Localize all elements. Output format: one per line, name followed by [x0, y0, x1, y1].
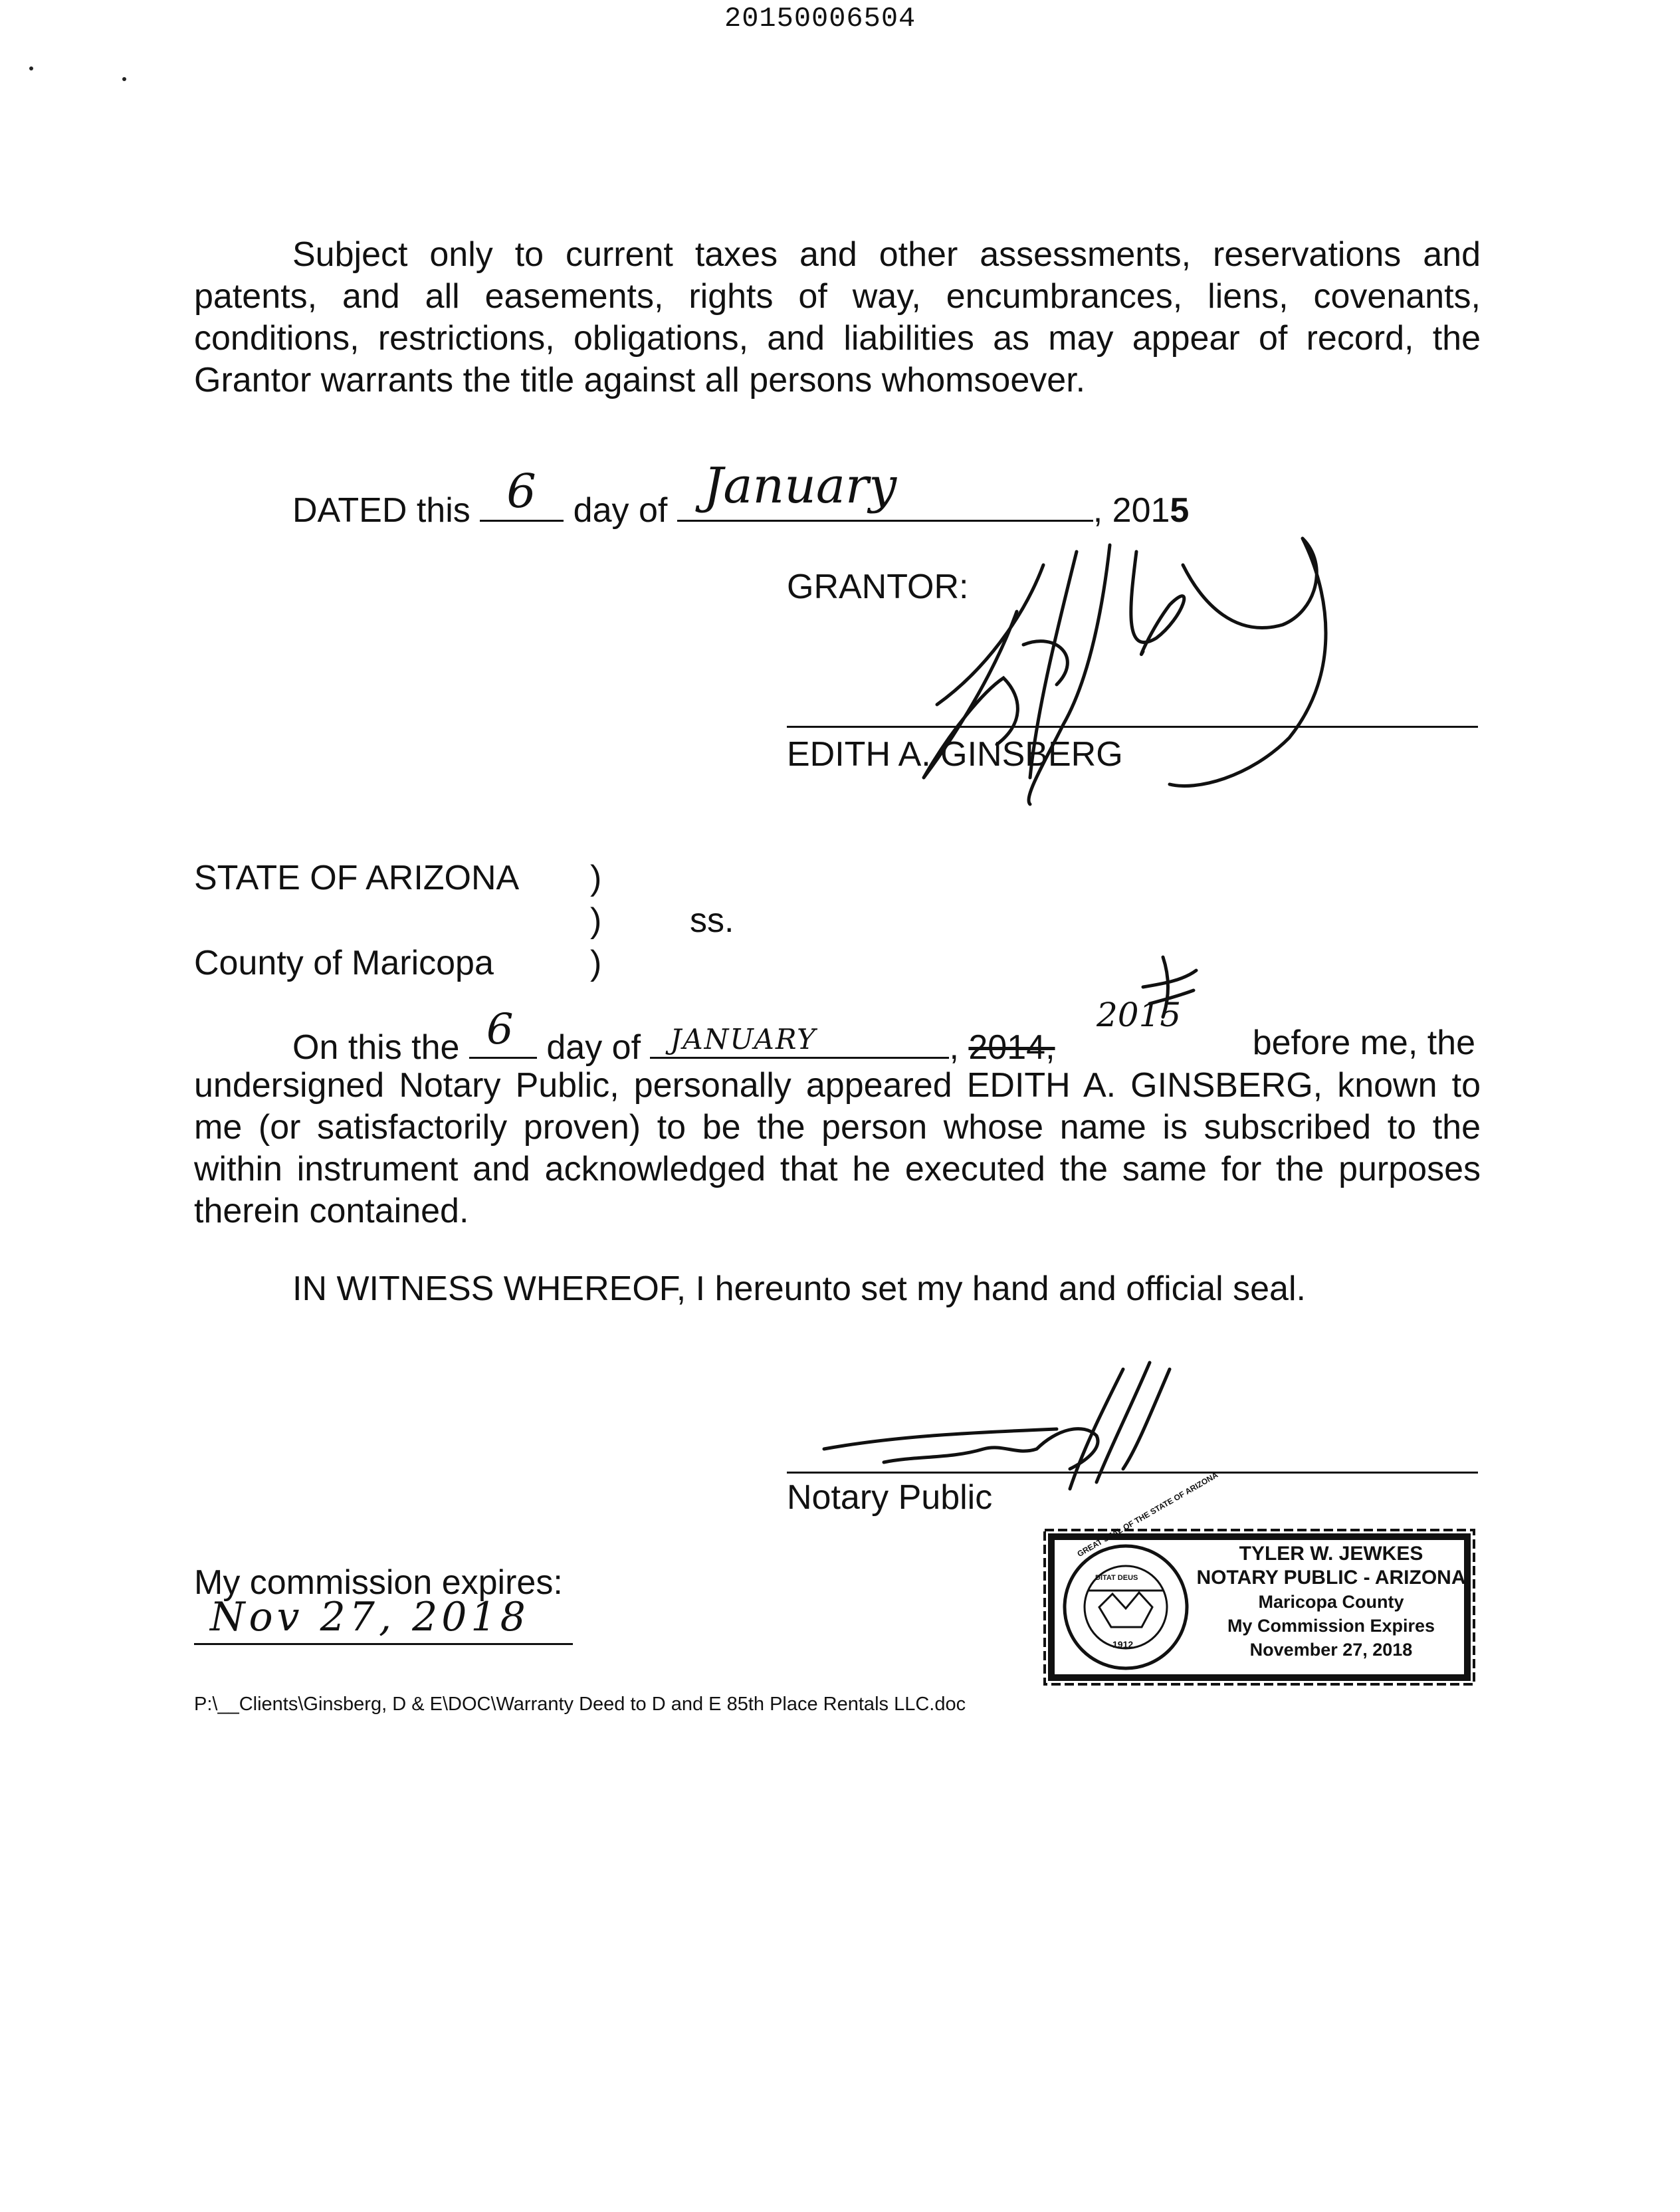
commission-line — [194, 1643, 573, 1645]
venue-ss: ss. — [690, 901, 734, 940]
seal-text-block — [1195, 1542, 1467, 1662]
dated-month-handwritten: January — [703, 457, 897, 514]
scan-speck — [122, 77, 126, 81]
conveyance-paragraph: Subject only to current taxes and other assessments, reservations and patents, and all easements, rights of way, encumbrances, liens, covenants, conditions, restrictions, obligations, and liabilities as may appear of record, the Grantor warrants the title against all persons whomsoever. — [194, 235, 1481, 399]
venue-paren: ) — [590, 901, 602, 940]
struck-year: 2014, — [968, 1028, 1055, 1067]
seal-name: TYLER W. JEWKES — [1239, 1543, 1423, 1565]
seal-title: NOTARY PUBLIC - ARIZONA — [1196, 1567, 1466, 1589]
commission-date-handwritten: Nov 27, 2018 — [210, 1594, 530, 1640]
initials-mark — [1130, 950, 1203, 1024]
notary-seal-stamp — [1042, 1470, 1477, 1687]
dated-day-blank — [480, 464, 564, 522]
ack-year-handwritten: 2015 — [1097, 996, 1182, 1034]
ack-month-blank — [650, 1022, 949, 1059]
ack-day-blank — [469, 1005, 537, 1059]
dated-month-blank — [677, 457, 1093, 522]
ack-before-me: before me, the — [1252, 1024, 1475, 1062]
acknowledgment-body: undersigned Notary Public, personally appeared EDITH A. GINSBERG, known to me (or satisfactorily proven) to be the person whose name is subscribed to the within instrument and acknowledged that he executed the same for the purposes therein contained. — [194, 1066, 1481, 1230]
seal-ditat-deus: DITAT DEUS — [1095, 1574, 1138, 1582]
seal-county: Maricopa County — [1258, 1592, 1404, 1612]
witness-clause: IN WITNESS WHEREOF, I hereunto set my hand and official seal. — [292, 1270, 1306, 1308]
ack-month-handwritten: JANUARY — [670, 1023, 817, 1055]
acknowledgment-line-1: On this the 6 day of JANUARY , 2014, before me, the — [292, 1005, 1475, 1067]
grantor-name: EDITH A. GINSBERG — [787, 735, 1123, 774]
ack-day-handwritten: 6 — [486, 1005, 514, 1054]
dated-day-handwritten: 6 — [506, 464, 536, 518]
dated-middle: day of — [573, 491, 668, 530]
grantor-signature-line — [787, 726, 1478, 728]
venue-paren: ) — [590, 944, 602, 982]
notary-signature — [817, 1349, 1190, 1495]
file-path-footer: P:\__Clients\Ginsberg, D & E\DOC\Warranty Deed to D and E 85th Place Rentals LLC.doc — [194, 1694, 966, 1715]
seal-year: 1912 — [1112, 1639, 1134, 1650]
seal-expires-label: My Commission Expires — [1227, 1616, 1435, 1636]
ack-day-of: day of — [546, 1028, 641, 1067]
on-this: On this the — [292, 1028, 460, 1067]
dated-prefix: DATED this — [292, 491, 471, 530]
document-number: 20150006504 — [724, 3, 916, 35]
venue-paren: ) — [590, 859, 602, 897]
dated-year-digit: 5 — [1170, 491, 1190, 530]
notary-signature-line — [787, 1472, 1478, 1474]
grantor-label: GRANTOR: — [787, 568, 969, 606]
notary-label: Notary Public — [787, 1478, 993, 1517]
venue-county: County of Maricopa — [194, 944, 494, 982]
dated-year-prefix: , 201 — [1093, 491, 1170, 530]
scan-speck — [29, 66, 33, 70]
venue-state: STATE OF ARIZONA — [194, 859, 520, 897]
seal-ring-text: GREAT SEAL OF THE STATE OF ARIZONA — [1075, 1470, 1220, 1559]
commission-label: My commission expires: — [194, 1563, 563, 1602]
seal-expires-date: November 27, 2018 — [1249, 1640, 1413, 1660]
